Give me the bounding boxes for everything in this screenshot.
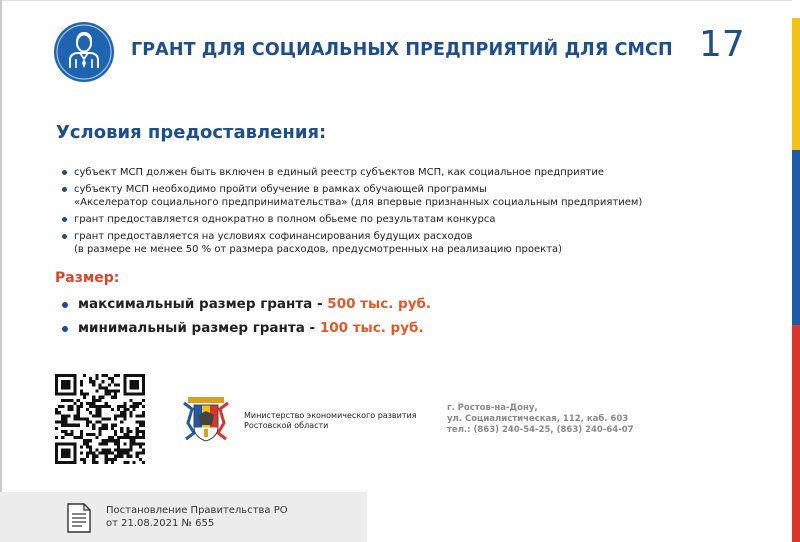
- size-item-value: 500 тыс. руб.: [327, 296, 432, 312]
- conditions-list: [62, 166, 702, 260]
- coat-of-arms-icon: [182, 393, 230, 445]
- address-street: ул. Социалистическая, 112, каб. 603: [447, 414, 629, 424]
- decree-reference: [106, 504, 288, 530]
- address-phone: тел.: (863) 240-54-25, (863) 240-64-07: [447, 425, 634, 435]
- address-city: г. Ростов-на-Дону,: [447, 403, 538, 413]
- stripe-yellow: [792, 18, 800, 150]
- decree-line-2: от 21.08.2021 № 655: [106, 518, 215, 529]
- contact-address: [447, 403, 634, 436]
- top-border: [0, 0, 800, 1]
- page-number: 17: [699, 24, 745, 65]
- conditions-item: [62, 230, 702, 256]
- size-item-label: минимальный размер гранта -: [78, 320, 320, 336]
- businessman-icon: [54, 22, 114, 82]
- decree-line-1: Постановление Правительства РО: [106, 505, 288, 516]
- conditions-heading: Условия предоставления:: [56, 122, 327, 143]
- bullet-icon: [62, 170, 67, 175]
- document-icon: [67, 503, 91, 533]
- bullet-icon: [62, 326, 68, 332]
- size-heading: Размер:: [55, 270, 120, 286]
- left-border: [0, 0, 2, 542]
- conditions-item-text: грант предоставляется однократно в полном обьеме по результатам конкурса: [74, 214, 496, 225]
- conditions-item: [62, 166, 702, 179]
- flag-stripes: [792, 0, 800, 542]
- size-item-label: максимальный размер гранта -: [78, 296, 328, 312]
- bullet-icon: [62, 187, 67, 192]
- conditions-item: [62, 183, 702, 209]
- stripe-red: [792, 325, 800, 542]
- ministry-name: Министерство экономического развития Ростовской области: [244, 411, 417, 430]
- conditions-item: [62, 213, 702, 226]
- bullet-icon: [62, 302, 68, 308]
- conditions-item-text-line2: (в размере не менее 50 % от размера расходов, предусмотренных на реализацию проекта): [74, 244, 563, 255]
- conditions-item-text: грант предоставляется на условиях софинансирования будущих расходов: [74, 231, 473, 242]
- qr-code-icon[interactable]: [55, 374, 145, 464]
- conditions-item-text-line2: «Акселератор социального предпринимательства» (для впервые признанных социальным предприятием): [74, 197, 643, 208]
- size-item-min: [62, 320, 431, 336]
- bullet-icon: [62, 217, 67, 222]
- page-title: ГРАНТ ДЛЯ СОЦИАЛЬНЫХ ПРЕДПРИЯТИЙ ДЛЯ СМСП: [131, 40, 673, 60]
- bullet-icon: [62, 234, 67, 239]
- size-list: [62, 296, 431, 344]
- conditions-item-text: субъект МСП должен быть включен в единый реестр субъектов МСП, как социальное предприятие: [74, 167, 605, 178]
- stripe-blue: [792, 150, 800, 325]
- size-item-value: 100 тыс. руб.: [319, 320, 424, 336]
- conditions-item-text: субъекту МСП необходимо пройти обучение в рамках обучающей программы: [74, 184, 487, 195]
- size-item-max: [62, 296, 431, 312]
